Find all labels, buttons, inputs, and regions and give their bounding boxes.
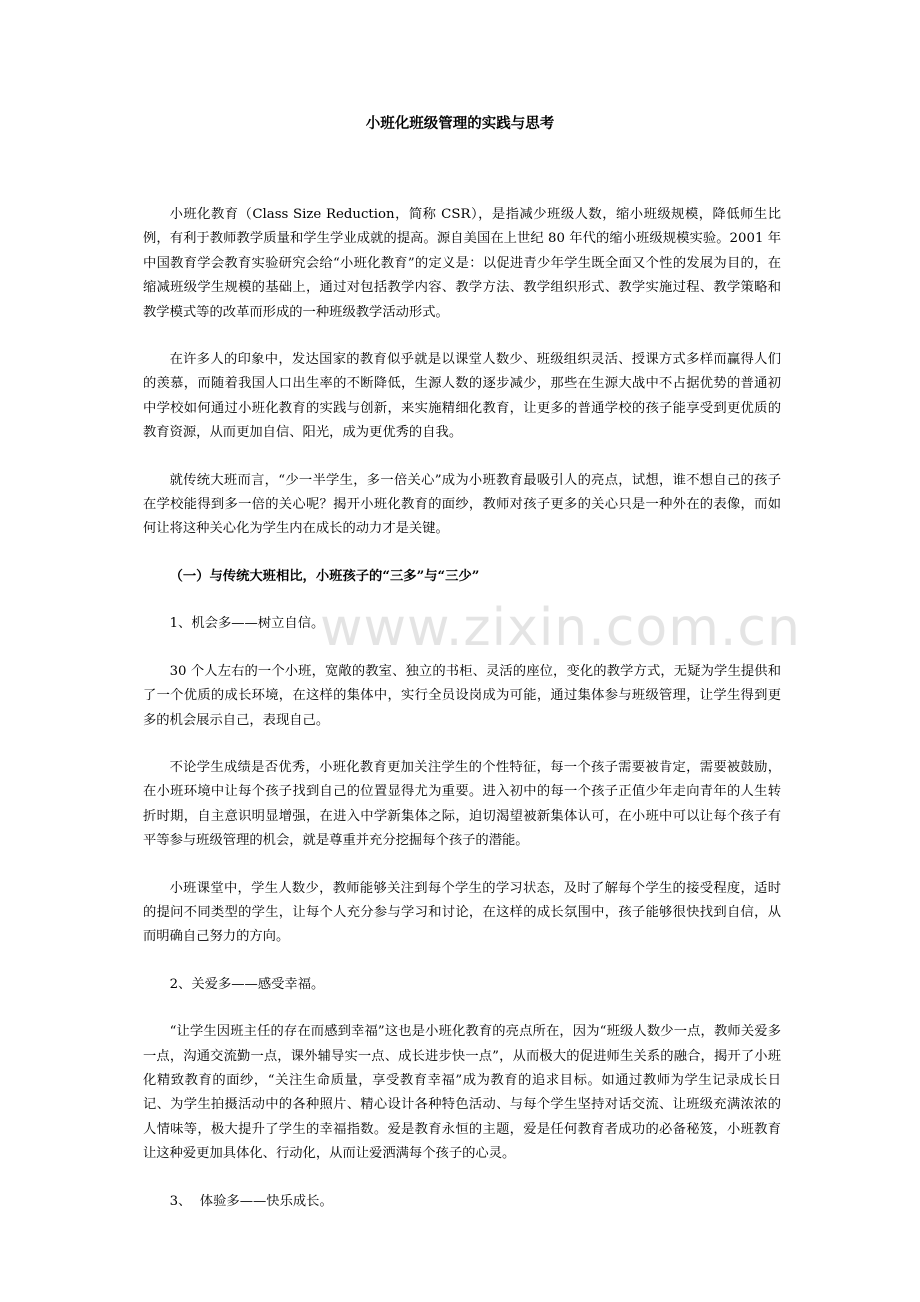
- paragraph-individuality: 不论学生成绩是否优秀，小班化教育更加关注学生的个性特征，每一个孩子需要被肯定，需要被鼓励，在小班环境中让每个孩子找到自己的位置显得尤为重要。进入初中的每一个孩子正值少年走向青年的人生转折时期，自主意识明显增强，在进入中学新集体之际，迫切渴望被新集体认可，在小班中可以让每个孩子有平等参与班级管理的机会，就是尊重并充分挖掘每个孩子的潜能。: [143, 759, 781, 849]
- section-heading-three-more-three-less: （一）与传统大班相比，小班孩子的“三多”与“三少”: [169, 568, 480, 584]
- paragraph-csr-definition: 小班化教育（Class Size Reduction，简称 CSR），是指减少班级人数，缩小班级规模，降低师生比例，有利于教师教学质量和学生学业成就的提高。源自美国在上世纪 80 年代的缩小班级规模实验。2001 年中国教育学会教育实验研究会给“小班化教育”的定义是：以促进青少年学生既全面又个性的发展为目的，在缩减班级学生规模的基础上，通过对包括教学内容、教学方法、教学组织形式、教学实施过程、教学策略和教学模式等的改革而形成的一种班级教学活动形式。: [143, 207, 781, 320]
- paragraph-impression: 在许多人的印象中，发达国家的教育似乎就是以课堂人数少、班级组织灵活、授课方式多样而赢得人们的羡慕，而随着我国人口出生率的不断降低，生源人数的逐步减少，那些在生源大战中不占据优势的普通初中学校如何通过小班化教育的实践与创新，来实施精细化教育，让更多的普通学校的孩子能享受到更优质的教育资源，从而更加自信、阳光，成为更优秀的自我。: [143, 352, 781, 441]
- paragraph-small-class-environment: 30 个人左右的一个小班，宽敞的教室、独立的书柜、灵活的座位，变化的教学方式，无疑为学生提供和了一个优质的成长环境，在这样的集体中，实行全员设岗成为可能，通过集体参与班级管理，让学生得到更多的机会展示自己，表现自己。: [143, 663, 781, 728]
- paragraph-traditional-class: 就传统大班而言，“少一半学生，多一倍关心”成为小班教育最吸引人的亮点，试想，谁不想自己的孩子在学校能得到多一倍的关心呢？揭开小班化教育的面纱，教师对孩子更多的关心只是一种外在的表像，而如何让将这种关心化为学生内在成长的动力才是关键。: [143, 472, 781, 537]
- watermark-text: www.zixin.com.cn: [320, 598, 801, 658]
- subheading-more-opportunities: 1、机会多——树立自信。: [169, 616, 325, 632]
- paragraph-happiness: “让学生因班主任的存在而感到幸福”这也是小班化教育的亮点所在，因为“班级人数少一点，教师关爱多一点，沟通交流勤一点，课外辅导实一点、成长进步快一点”，从而极大的促进师生关系的融合，揭开了小班化精致教育的面纱，“关注生命质量，享受教育幸福”成为教育的追求目标。如通过教师为学生记录成长日记、为学生拍摄活动中的各种照片、精心设计各种特色活动、与每个学生坚持对话交流、让班级充满浓浓的人情味等，极大提升了学生的幸福指数。爱是教育永恒的主题，爱是任何教育者成功的必备秘笈，小班教育让这种爱更加具体化、行动化，从而让爱洒满每个孩子的心灵。: [143, 1024, 781, 1162]
- document-title: 小班化班级管理的实践与思考: [365, 115, 555, 132]
- paragraph-classroom-attention: 小班课堂中，学生人数少，教师能够关注到每个学生的学习状态，及时了解每个学生的接受程度，适时的提问不同类型的学生，让每个人充分参与学习和讨论，在这样的成长氛围中，孩子能够很快找到自信，从而明确自己努力的方向。: [143, 880, 781, 945]
- subheading-more-care: 2、关爱多——感受幸福。: [169, 976, 325, 992]
- document-body: [143, 203, 801, 1214]
- subheading-more-experiences: 3、 体验多——快乐成长。: [169, 1193, 333, 1209]
